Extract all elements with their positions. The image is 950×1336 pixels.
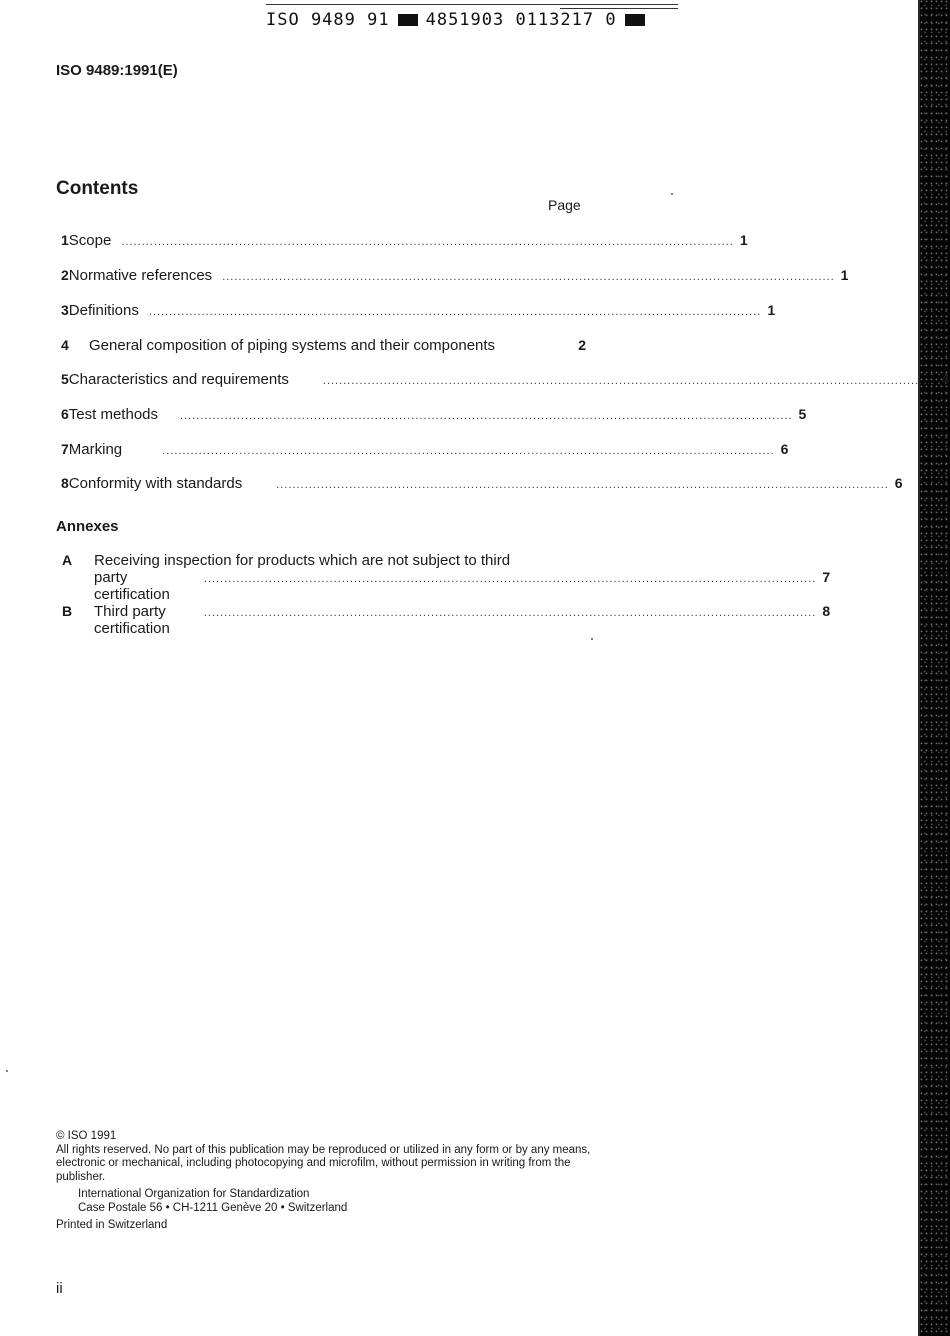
dot-leader: .......................................................................................................................................................	[203, 573, 817, 585]
toc-entry-number: 2	[61, 267, 69, 283]
toc-entry-number: 6	[61, 406, 69, 422]
scan-speck	[6, 1070, 8, 1072]
copyright-line: © ISO 1991	[56, 1130, 117, 1142]
dot-leader: .......................................................................................................................................................	[276, 479, 889, 491]
annex-page: 8	[822, 603, 831, 619]
toc-entry-title: Normative references	[68, 267, 213, 284]
toc-entry-title: Definitions	[68, 302, 139, 319]
dot-leader: .......................................................................................................................................................	[148, 306, 762, 318]
toc-entry-test-methods[interactable]	[56, 406, 807, 426]
toc-entry-number: 8	[61, 475, 69, 491]
annexes-title: Annexes	[56, 518, 119, 535]
toc-entry-number: 5	[61, 371, 69, 387]
page-column-label: Page	[548, 197, 581, 213]
toc-entry-title: Scope	[68, 232, 112, 249]
header-barcode-text	[266, 10, 686, 30]
toc-entry-title: Test methods	[68, 406, 159, 423]
copyright-block	[56, 1130, 596, 1233]
scan-speck	[671, 193, 673, 195]
dot-leader: .......................................................................................................................................................	[180, 410, 793, 422]
toc-entry-normative-references[interactable]	[56, 267, 849, 287]
dot-leader: .......................................................................................................................................................	[203, 607, 817, 619]
publisher-address: Case Postale 56 • CH-1211 Genève 20 • Switzerland	[78, 1201, 348, 1214]
header-code-part-2: 4851903 0113217 0	[425, 10, 617, 30]
toc-entry-page: 1	[767, 302, 776, 318]
dot-leader: .......................................................................................................................................................	[322, 375, 936, 387]
toc-entry-characteristics[interactable]	[56, 371, 950, 391]
toc-entry-number: 3	[61, 302, 69, 318]
scan-edge	[920, 0, 950, 1336]
toc-entry-scope[interactable]	[56, 232, 748, 252]
toc-entry-title: Marking	[68, 441, 123, 458]
toc-entry-title: General composition of piping systems and their components	[89, 337, 496, 354]
publisher-name: International Organization for Standardization	[78, 1188, 310, 1200]
toc-entry-number: 7	[61, 441, 69, 457]
toc-entry-page: 2	[578, 337, 586, 353]
toc-entry-title: Characteristics and requirements	[68, 371, 289, 388]
toc-entry-conformity[interactable]	[56, 475, 903, 495]
header-code-part-1: ISO 9489 91	[266, 10, 390, 30]
annex-title: Third party certification	[94, 603, 170, 637]
toc-entry-general-composition[interactable]	[56, 337, 586, 357]
toc-entry-marking[interactable]	[56, 441, 789, 461]
annex-entry-a[interactable]	[56, 552, 831, 603]
toc-entry-page: 5	[798, 406, 807, 422]
scan-speck	[591, 638, 593, 640]
printed-in: Printed in Switzerland	[56, 1219, 168, 1231]
dot-leader: .......................................................................................................................................................	[121, 236, 734, 248]
toc-entry-page: 6	[780, 441, 789, 457]
toc-entry-definitions[interactable]	[56, 302, 776, 322]
header-block-mark-2	[625, 14, 645, 26]
annex-entry-b[interactable]	[56, 603, 831, 637]
toc-entry-number: 4	[61, 337, 69, 353]
document-id: ISO 9489:1991(E)	[56, 62, 178, 79]
toc-entry-page: 1	[739, 232, 748, 248]
dot-leader: .......................................................................................................................................................	[162, 445, 775, 457]
dot-leader: .......................................................................................................................................................	[222, 271, 835, 283]
annex-letter: B	[62, 603, 73, 619]
toc-entry-title: Conformity with standards	[68, 475, 243, 492]
annex-title-line-2	[94, 569, 831, 603]
header-rule-2	[560, 8, 678, 9]
toc-entry-page: 4	[941, 371, 950, 387]
annex-title-line-1: Receiving inspection for products which are not subject to third	[94, 552, 511, 569]
annex-title-continuation: party certification	[94, 569, 170, 603]
rights-statement: All rights reserved. No part of this publication may be reproduced or utilized in any form or by any means, electronic or mechanical, including photocopying and microfilm, without permission in writing from the publisher.	[56, 1143, 591, 1183]
toc-entry-page: 6	[894, 475, 903, 491]
toc-entry-number: 1	[61, 232, 69, 248]
header-rule	[266, 4, 678, 5]
annex-letter: A	[62, 552, 73, 568]
page-folio: ii	[56, 1280, 63, 1297]
toc-entry-page: 1	[840, 267, 849, 283]
header-block-mark	[398, 14, 418, 26]
annex-title-line	[94, 603, 831, 637]
contents-title: Contents	[56, 178, 139, 199]
annex-page: 7	[822, 569, 831, 585]
